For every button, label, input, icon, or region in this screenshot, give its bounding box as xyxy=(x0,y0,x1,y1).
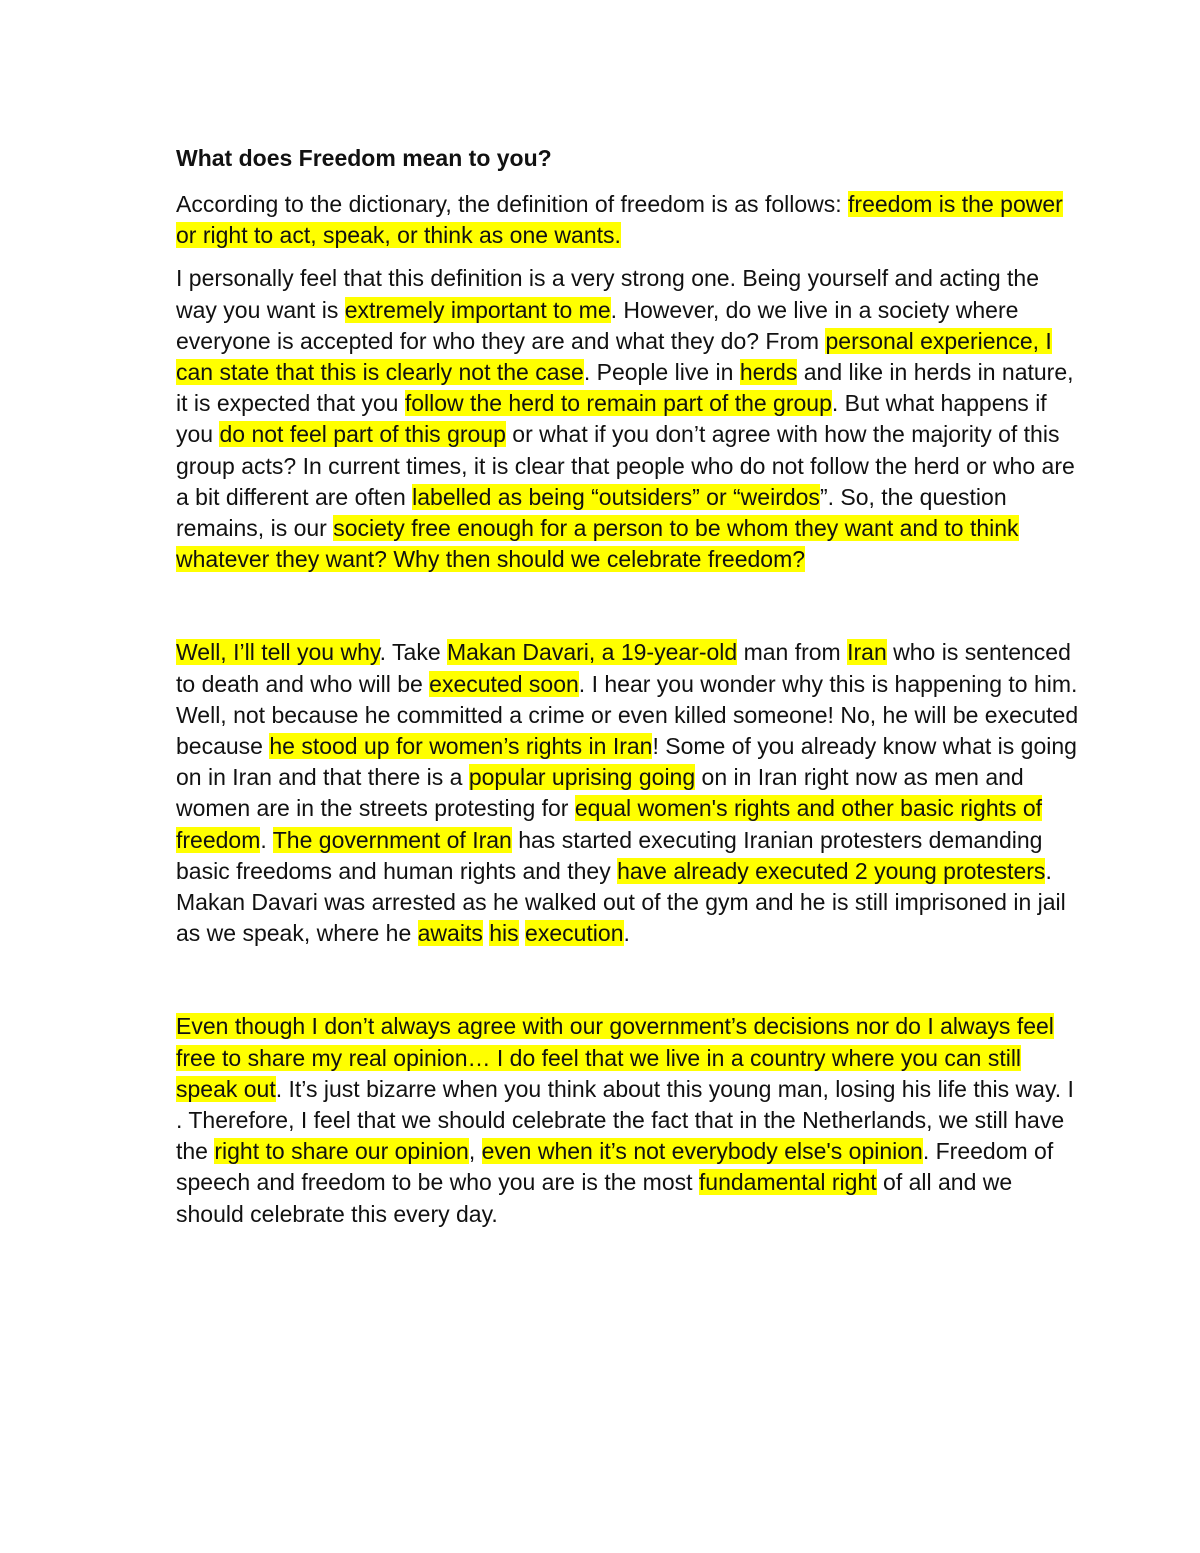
text-run: ”. So, the question remains, is our xyxy=(176,483,1007,542)
highlighted-text: even when it’s not everybody else's opinion xyxy=(481,1138,923,1165)
text-run: I personally feel that this definition is a very strong one. Being yourself and acting the way you want is xyxy=(176,265,1040,323)
text-run: . However, do we live in a society where everyone is accepted for who they are and what they do? From xyxy=(176,296,1019,354)
text-run: . People live in xyxy=(583,359,740,386)
highlighted-text: labelled as being “outsiders” or “weirdos xyxy=(412,483,820,510)
text-run: who is sentenced to death and who will be xyxy=(176,639,1071,697)
text-run: man from xyxy=(737,639,848,666)
text-run: . But what happens if you xyxy=(176,390,1047,448)
text-run: . Freedom of speech and freedom to be who you are is the most xyxy=(176,1138,1054,1196)
highlighted-text: freedom is the power or right to act, speak, or think as one wants. xyxy=(176,191,1063,249)
highlighted-text: personal experience, I can state that this is clearly not the case xyxy=(176,327,1052,386)
highlighted-text: executed soon xyxy=(429,670,579,697)
highlighted-text: execution xyxy=(525,920,624,947)
highlighted-text: Even though I don’t always agree with our government’s decisions nor do I always feel free to share my real opinion… I do feel that we live in a country where you can still speak out xyxy=(176,1013,1054,1102)
highlighted-text: Makan Davari, a 19-year-old xyxy=(447,639,738,666)
highlighted-text: Iran xyxy=(847,639,887,666)
text-run: . xyxy=(260,826,273,853)
paragraph-makan-davari xyxy=(176,637,1081,949)
text-run: . xyxy=(623,920,630,947)
text-run: . It’s just bizarre when you think about this young man, losing his life this way. I . Therefore, I feel that we should celebrate the fact that in the Netherlands, we still have the xyxy=(176,1075,1074,1165)
text-run: or what if you don’t agree with how the majority of this group acts? In current times, it is clear that people who do not follow the herd or who are a bit different are often xyxy=(176,421,1075,510)
highlighted-text: popular uprising going xyxy=(468,764,696,791)
text-run: of all and we should celebrate this every day. xyxy=(176,1169,1013,1227)
highlighted-text: extremely important to me xyxy=(344,296,611,323)
paragraph-definition xyxy=(176,189,1081,251)
text-run: . I hear you wonder why this is happening to him. Well, not because he committed a crime or even killed someone! No, he will be executed because xyxy=(176,670,1079,760)
highlighted-text: right to share our opinion xyxy=(214,1138,469,1165)
highlighted-text: The government of Iran xyxy=(272,826,512,853)
text-run: and like in herds in nature, it is expected that you xyxy=(176,359,1074,417)
text-run: According to the dictionary, the definition of freedom is as follows: xyxy=(176,191,849,217)
highlighted-text: follow the herd to remain part of the group xyxy=(404,390,832,417)
highlighted-text: awaits xyxy=(417,920,483,947)
highlighted-text: Well, I’ll tell you why xyxy=(176,639,380,666)
text-run: has started executing Iranian protesters demanding basic freedoms and human rights and they xyxy=(176,826,1043,884)
highlighted-text: his xyxy=(489,920,519,947)
highlighted-text: fundamental right xyxy=(698,1169,877,1196)
highlighted-text: herds xyxy=(739,359,798,386)
document-title: What does Freedom mean to you? xyxy=(176,145,552,171)
highlighted-text: have already executed 2 young protesters xyxy=(617,857,1046,884)
highlighted-text: equal women's rights and other basic rights of freedom xyxy=(176,795,1043,853)
text-run: . Makan Davari was arrested as he walked out of the gym and he is still imprisoned in jail as we speak, where he xyxy=(176,857,1066,947)
paragraph-conclusion xyxy=(176,1011,1081,1229)
highlighted-text: do not feel part of this group xyxy=(219,421,506,448)
document-body xyxy=(176,143,1081,1230)
text-run: on in Iran right now as men and women are in the streets protesting for xyxy=(176,764,1024,822)
text-run: . Take xyxy=(379,639,447,666)
text-run: , xyxy=(468,1138,482,1165)
text-run: ! Some of you already know what is going on in Iran and that there is a xyxy=(176,733,1077,791)
paragraph-society xyxy=(176,263,1081,575)
highlighted-text: society free enough for a person to be whom they want and to think whatever they want? Why then should we celebrate freedom? xyxy=(176,515,1019,573)
highlighted-text: he stood up for women’s rights in Iran xyxy=(269,733,653,760)
